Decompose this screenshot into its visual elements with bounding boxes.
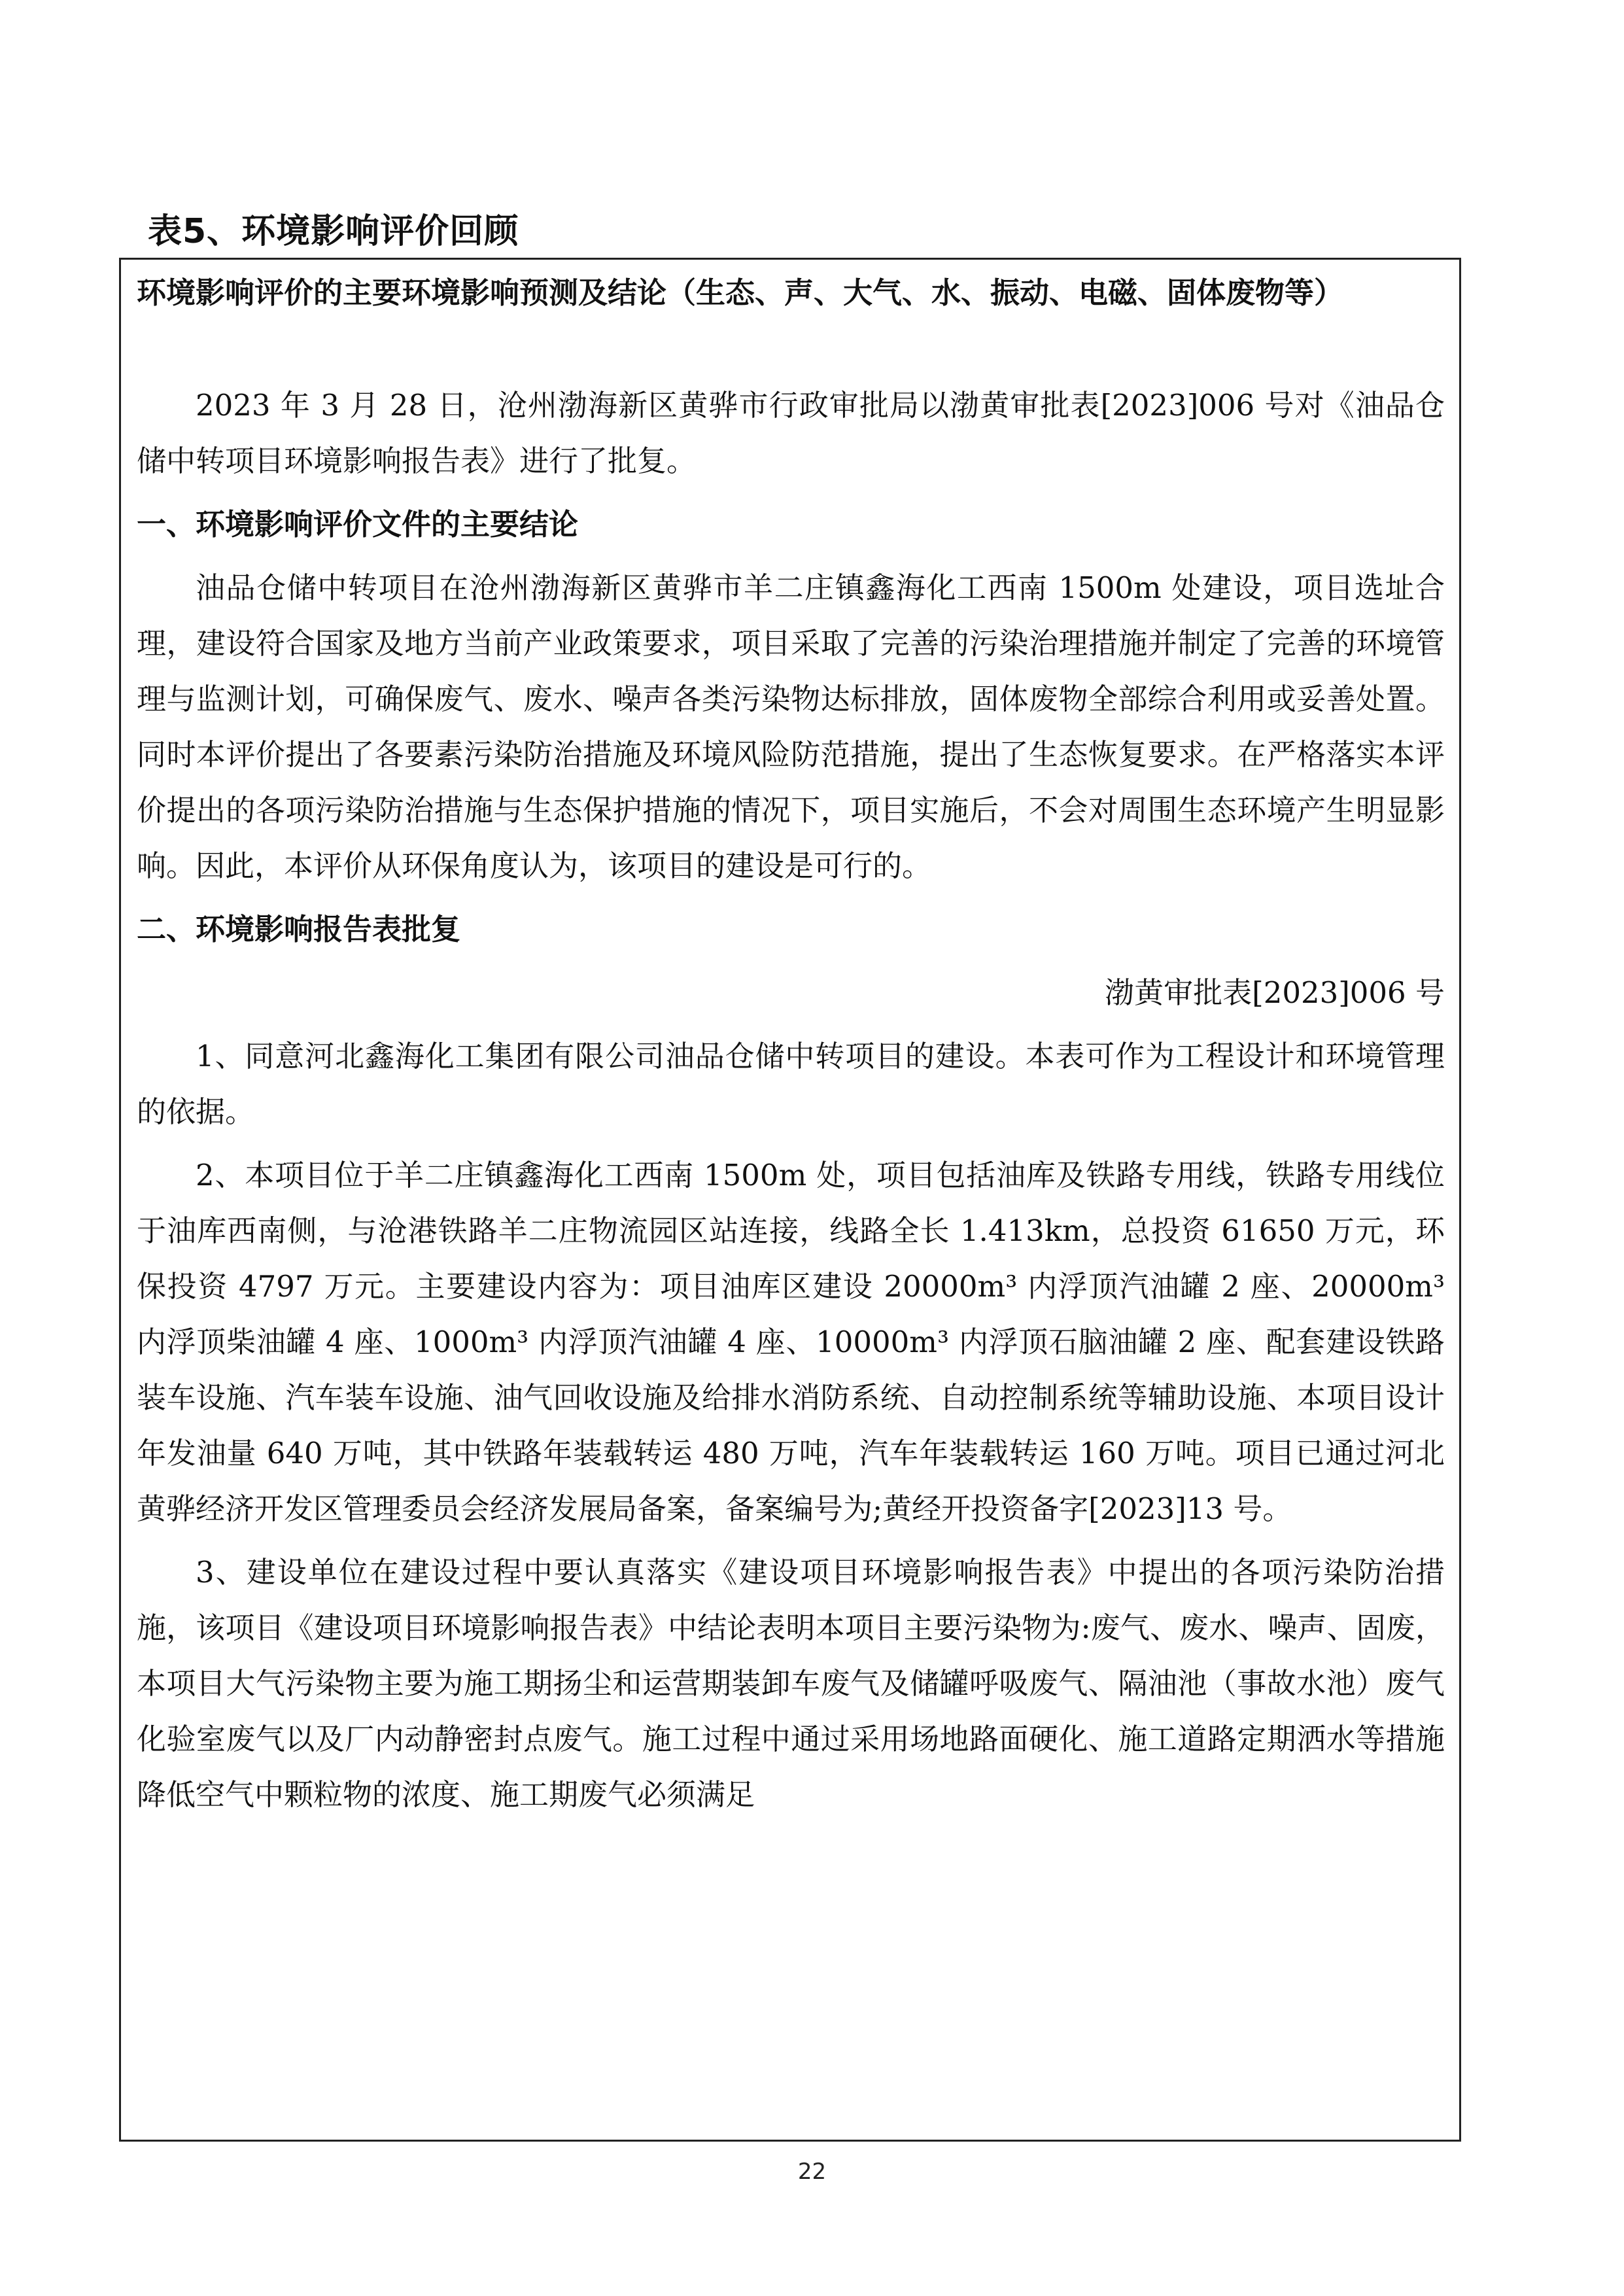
- section-header: 环境影响评价的主要环境影响预测及结论（生态、声、大气、水、振动、电磁、固体废物等）: [137, 275, 1344, 310]
- table-content: [137, 377, 1445, 1830]
- intro-paragraph: 2023 年 3 月 28 日，沧州渤海新区黄骅市行政审批局以渤黄审批表[2023]006 号对《油品仓储中转项目环境影响报告表》进行了批复。: [137, 388, 1445, 478]
- approval-item-3: 3、建设单位在建设过程中要认真落实《建设项目环境影响报告表》中提出的各项污染防治措施，该项目《建设项目环境影响报告表》中结论表明本项目主要污染物为:废气、废水、噪声、固废，本项目大气污染物主要为施工期扬尘和运营期装卸车废气及储罐呼吸废气、隔油池（事故水池）废气化验室废气以及厂内动静密封点废气。施工过程中通过采用场地路面硬化、施工道路定期洒水等措施降低空气中颗粒物的浓度、施工期废气必须满足: [137, 1555, 1445, 1812]
- heading-main-conclusions: 一、环境影响评价文件的主要结论: [137, 507, 579, 542]
- heading-approval: 二、环境影响报告表批复: [137, 912, 461, 947]
- table-title: 表5、环境影响评价回顾: [148, 212, 519, 251]
- review-table: [119, 258, 1461, 2142]
- approval-item-2: 2、本项目位于羊二庄镇鑫海化工西南 1500m 处，项目包括油库及铁路专用线，铁路专用线位于油库西南侧，与沧港铁路羊二庄物流园区站连接，线路全长 1.413km，总投资 61650 万元，环保投资 4797 万元。主要建设内容为：项目油库区建设 20000m³ 内浮顶汽油罐 2 座、20000m³ 内浮顶柴油罐 4 座、1000m³ 内浮顶汽油罐 4 座、10000m³ 内浮顶石脑油罐 2 座、配套建设铁路装车设施、汽车装车设施、油气回收设施及给排水消防系统、自动控制系统等辅助设施、本项目设计年发油量 640 万吨，其中铁路年装载转运 480 万吨，汽车年装载转运 160 万吨。项目已通过河北黄骅经济开发区管理委员会经济发展局备案，备案编号为;黄经开投资备字[2023]13 号。: [137, 1158, 1445, 1526]
- approval-item-1: 1、同意河北鑫海化工集团有限公司油品仓储中转项目的建设。本表可作为工程设计和环境管理的依据。: [137, 1039, 1445, 1129]
- conclusion-paragraph: 油品仓储中转项目在沧州渤海新区黄骅市羊二庄镇鑫海化工西南 1500m 处建设，项目选址合理，建设符合国家及地方当前产业政策要求，项目采取了完善的污染治理措施并制定了完善的环境管理与监测计划，可确保废气、废水、噪声各类污染物达标排放，固体废物全部综合利用或妥善处置。同时本评价提出了各要素污染防治措施及环境风险防范措施，提出了生态恢复要求。在严格落实本评价提出的各项污染防治措施与生态保护措施的情况下，项目实施后，不会对周围生态环境产生明显影响。因此，本评价从环保角度认为，该项目的建设是可行的。: [137, 570, 1445, 883]
- approval-reference: 渤黄审批表[2023]006 号: [1105, 975, 1445, 1010]
- page-number: 22: [797, 2159, 827, 2185]
